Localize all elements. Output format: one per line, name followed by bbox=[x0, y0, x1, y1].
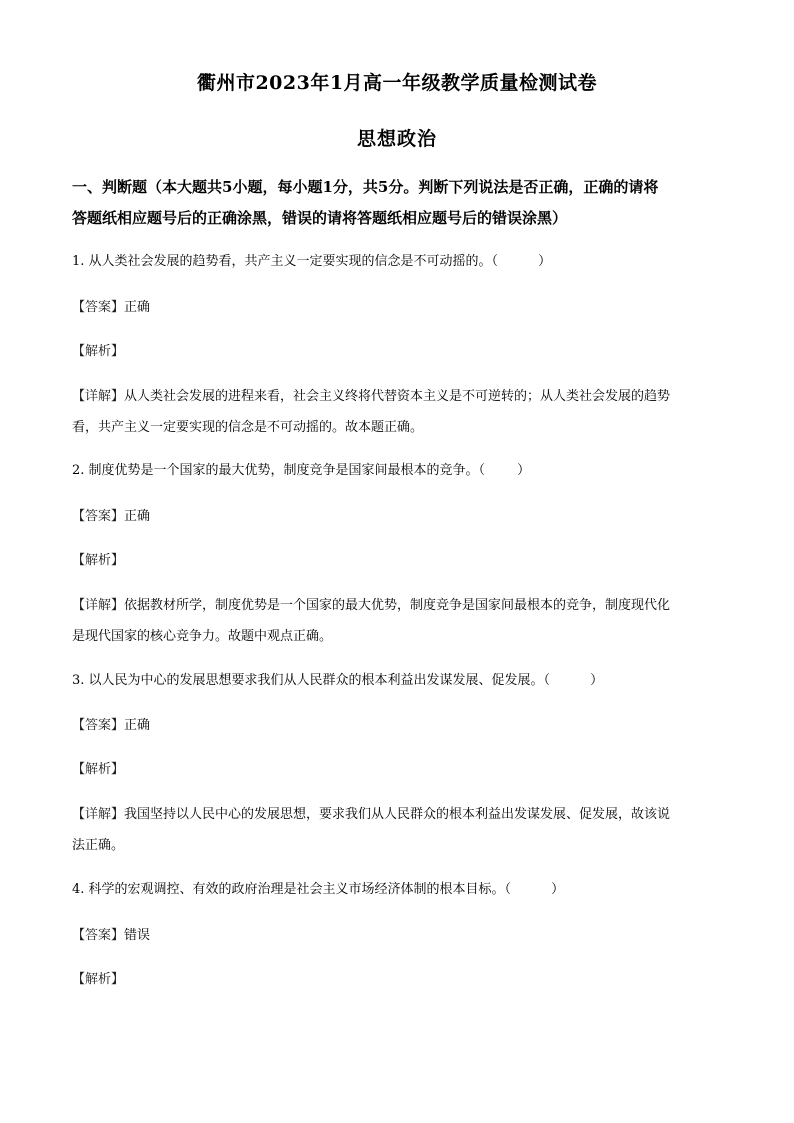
answer-tag: 【答案】 bbox=[72, 718, 125, 733]
page-title: 衢州市2023年1月高一年级教学质量检测试卷 bbox=[196, 72, 598, 94]
answer-value: 正确 bbox=[124, 509, 151, 524]
detail-tag: 【详解】 bbox=[72, 807, 125, 822]
question-stem: 以人民为中心的发展思想要求我们从人民群众的根本利益出发谋发展、促发展。（ bbox=[88, 673, 551, 688]
question-blank-close: ） bbox=[590, 673, 604, 688]
analysis-tag: 【解析】 bbox=[72, 344, 125, 359]
question-blank-close: ） bbox=[517, 463, 531, 478]
question-number: 3. bbox=[72, 673, 85, 688]
analysis-row-3 bbox=[72, 754, 727, 785]
analysis-row-1 bbox=[72, 336, 727, 367]
question-4 bbox=[72, 874, 727, 905]
answer-row-1 bbox=[72, 292, 727, 323]
question-number: 4. bbox=[72, 882, 85, 897]
answer-value: 正确 bbox=[124, 718, 151, 733]
question-blank-close: ） bbox=[538, 254, 552, 269]
detail-row-2 bbox=[72, 590, 727, 621]
detail-row-1-cont bbox=[72, 412, 727, 443]
analysis-row-2 bbox=[72, 545, 727, 576]
answer-value: 正确 bbox=[124, 300, 151, 315]
detail-row-3-cont bbox=[72, 830, 727, 861]
question-number: 2. bbox=[72, 463, 85, 478]
answer-tag: 【答案】 bbox=[72, 300, 125, 315]
section-heading-line2: 答题纸相应题号后的正确涂黑，错误的请将答题纸相应题号后的错误涂黑） bbox=[72, 209, 568, 227]
detail-row-3 bbox=[72, 799, 727, 830]
question-number: 1. bbox=[72, 254, 85, 269]
answer-value: 错误 bbox=[124, 928, 151, 943]
question-stem: 科学的宏观调控、有效的政府治理是社会主义市场经济体制的根本目标。（ bbox=[88, 882, 512, 897]
detail-tag: 【详解】 bbox=[72, 389, 125, 404]
detail-row-2-cont bbox=[72, 621, 727, 652]
question-stem: 从人类社会发展的趋势看，共产主义一定要实现的信念是不可动摇的。（ bbox=[88, 254, 499, 269]
detail-text: 从人类社会发展的进程来看，社会主义终将代替资本主义是不可逆转的；从人类社会发展的趋势 bbox=[124, 389, 671, 404]
detail-row-1 bbox=[72, 381, 727, 412]
answer-tag: 【答案】 bbox=[72, 928, 125, 943]
answer-tag: 【答案】 bbox=[72, 509, 125, 524]
detail-text: 法正确。 bbox=[72, 838, 125, 853]
question-blank-close: ） bbox=[551, 882, 565, 897]
question-3 bbox=[72, 665, 727, 696]
detail-text: 看，共产主义一定要实现的信念是不可动摇的。故本题正确。 bbox=[72, 420, 424, 435]
analysis-tag: 【解析】 bbox=[72, 972, 125, 987]
detail-text: 我国坚持以人民中心的发展思想，要求我们从人民群众的根本利益出发谋发展、促发展，故该说 bbox=[124, 807, 671, 822]
answer-row-4 bbox=[72, 920, 727, 951]
analysis-tag: 【解析】 bbox=[72, 762, 125, 777]
analysis-tag: 【解析】 bbox=[72, 553, 125, 568]
detail-text: 依据教材所学，制度优势是一个国家的最大优势，制度竞争是国家间最根本的竞争，制度现代化 bbox=[124, 598, 671, 613]
question-2 bbox=[72, 455, 727, 486]
answer-row-2 bbox=[72, 501, 727, 532]
answer-row-3 bbox=[72, 710, 727, 741]
analysis-row-4 bbox=[72, 964, 727, 995]
section-heading bbox=[72, 172, 727, 234]
page-subtitle: 思想政治 bbox=[356, 128, 437, 150]
question-1 bbox=[72, 246, 727, 277]
section-heading-line1: 一、判断题（本大题共5小题，每小题1分，共5分。判断下列说法是否正确，正确的请将 bbox=[72, 178, 659, 196]
question-stem: 制度优势是一个国家的最大优势，制度竞争是国家间最根本的竞争。（ bbox=[88, 463, 486, 478]
detail-tag: 【详解】 bbox=[72, 598, 125, 613]
detail-text: 是现代国家的核心竞争力。故题中观点正确。 bbox=[72, 629, 333, 644]
